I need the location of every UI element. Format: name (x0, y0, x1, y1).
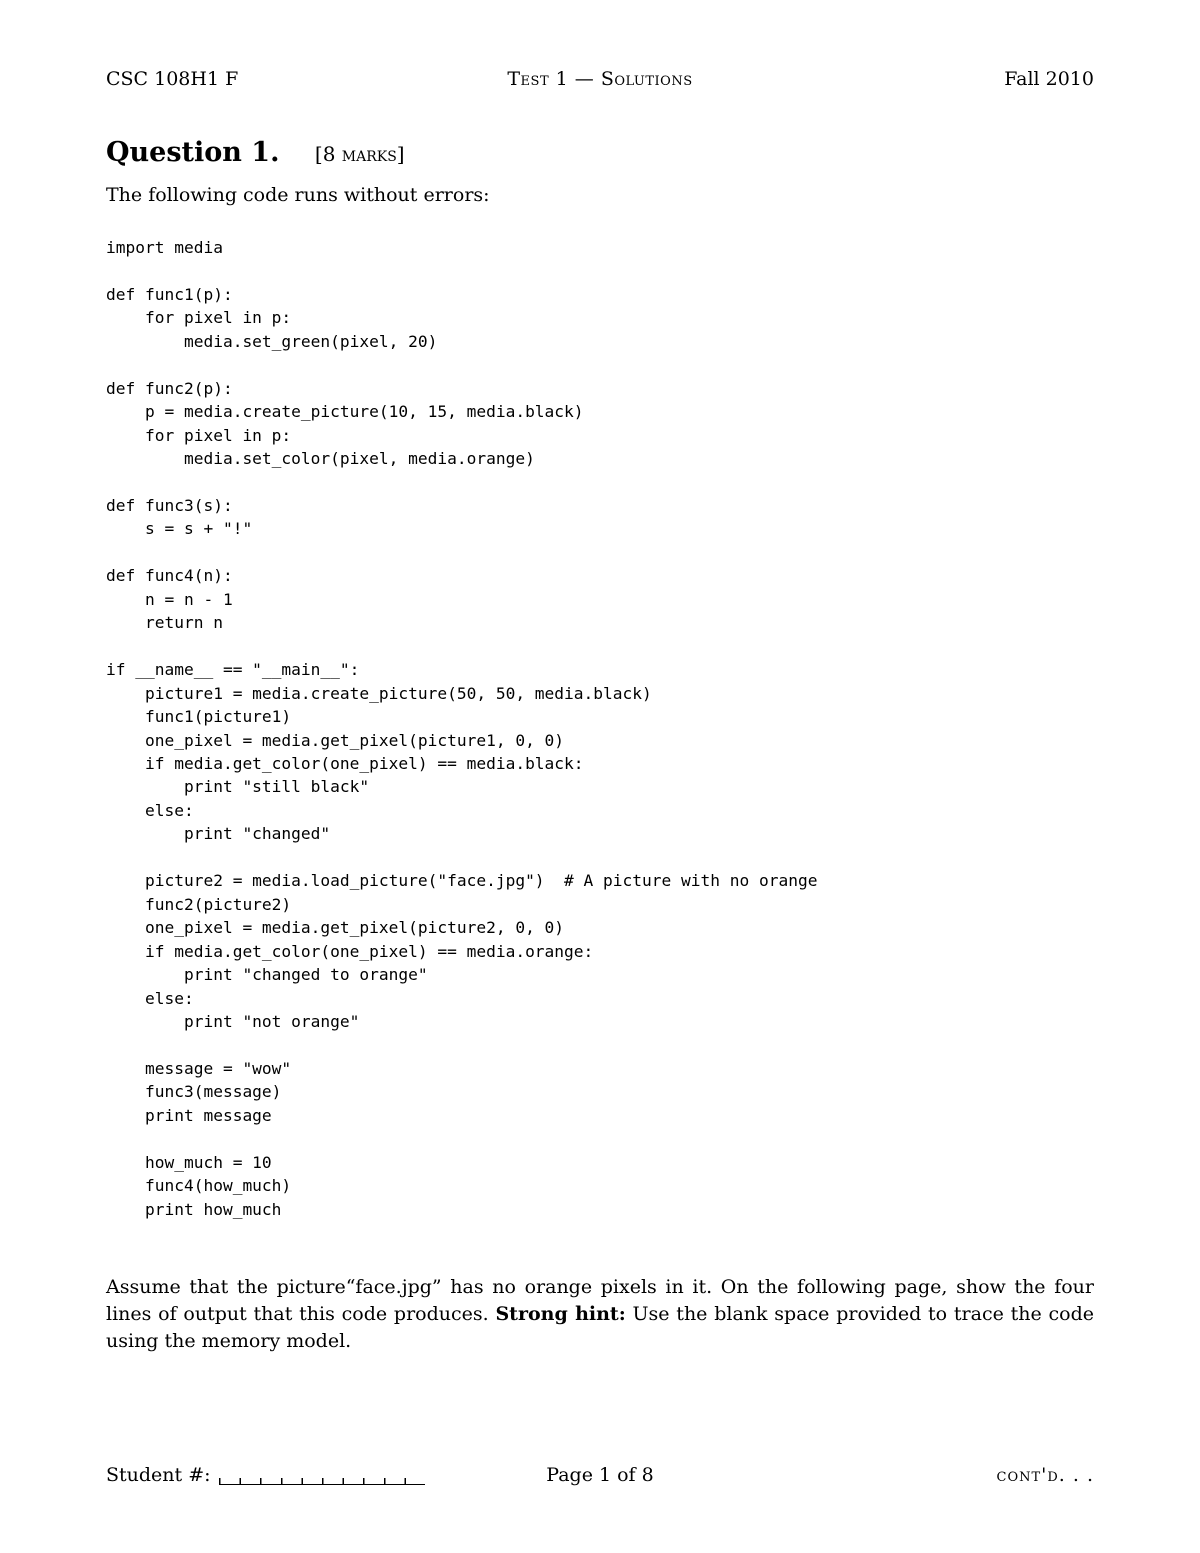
page-number: Page 1 of 8 (546, 1464, 654, 1486)
question-title: Question 1. (106, 137, 280, 168)
term: Fall 2010 (1004, 68, 1094, 90)
instructions-text: Assume that the picture“face.jpg” has no orange pixels in it. On the following page, show the four lines of output that this code produces. (106, 1276, 1094, 1325)
continued-label: cont'd. . . (996, 1464, 1094, 1486)
question-instructions (106, 1274, 1094, 1355)
course-code: CSC 108H1 F (106, 68, 239, 90)
code-listing: import media def func1(p): for pixel in p: media.set_green(pixel, 20) def func2(p): p = media.create_picture(10, 15, media.black) for pixel in p: media.set_color(pixel, media.orange) def func3(s): s = s + "!" def func4(n): n = n - 1 return n if __name__ == "__main__": picture1 = media.create_picture(50, 50, media.black) func1(picture1) one_pixel = media.get_pixel(picture1, 0, 0) if media.get_color(one_pixel) == media.black: print "still black" else: print "changed" picture2 = media.load_picture("face.jpg") # A picture with no orange func2(picture2) one_pixel = media.get_pixel(picture2, 0, 0) if media.get_color(one_pixel) == media.orange: print "changed to orange" else: print "not orange" message = "wow" func3(message) print message how_much = 10 func4(how_much) print how_much (106, 238, 818, 1219)
question-heading (106, 137, 405, 168)
page-footer (106, 1464, 1094, 1492)
page-header (106, 68, 1094, 96)
question-marks: [8 marks] (314, 142, 405, 166)
question-intro: The following code runs without errors: (106, 184, 490, 206)
strong-hint-label: Strong hint: (495, 1303, 626, 1325)
hint-text: Use the blank space provided to trace the code using the memory model. (106, 1303, 1094, 1352)
student-number-label: Student #: (106, 1464, 211, 1486)
test-title: Test 1 — Solutions (507, 68, 693, 90)
